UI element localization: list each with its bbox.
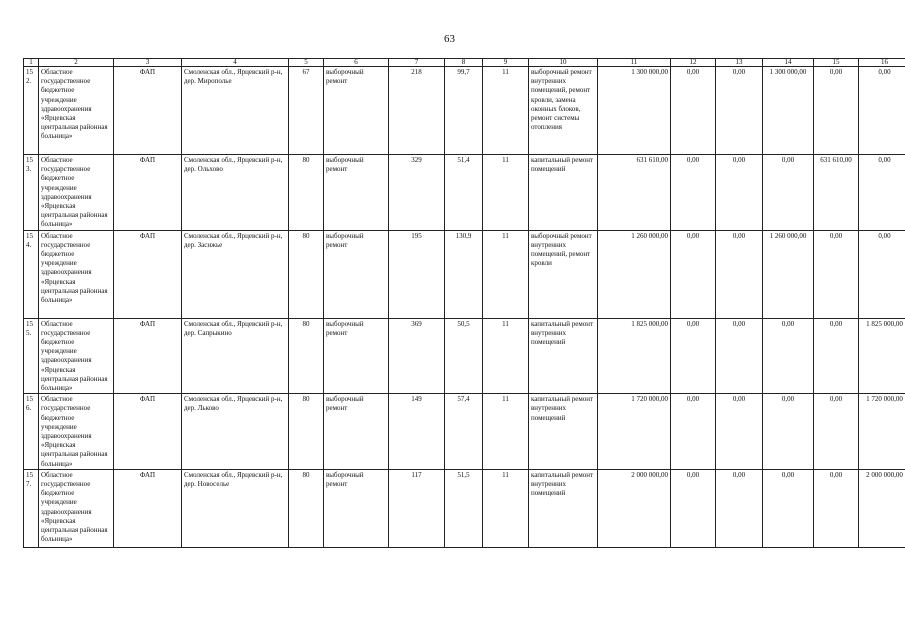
cell-col16: 0,00 — [859, 230, 905, 318]
cell-col8: 57,4 — [445, 394, 483, 470]
organization-cell: Областное государственное бюджетное учреждение здравоохранения «Ярцевская центральная районная больница» — [39, 67, 114, 155]
cell-col8: 50,5 — [445, 318, 483, 394]
address-cell: Смоленская обл., Ярцевский р-н, дер. Новоселье — [182, 469, 289, 547]
column-header: 13 — [716, 59, 763, 67]
column-header: 4 — [182, 59, 289, 67]
address-cell: Смоленская обл., Ярцевский р-н, дер. Мирополье — [182, 67, 289, 155]
cell-col14: 0,00 — [763, 394, 814, 470]
cell-col14: 1 260 000,00 — [763, 230, 814, 318]
row-number: 153. — [24, 155, 39, 231]
organization-cell: Областное государственное бюджетное учреждение здравоохранения «Ярцевская центральная районная больница» — [39, 155, 114, 231]
cell-col7: 117 — [389, 469, 445, 547]
cell-col14: 0,00 — [763, 318, 814, 394]
work-type-cell: выборочный ремонт — [324, 394, 389, 470]
address-cell: Смоленская обл., Ярцевский р-н, дер. Сапрыкино — [182, 318, 289, 394]
total-cost-cell: 2 000 000,00 — [598, 469, 671, 547]
cell-col5: 80 — [289, 318, 324, 394]
address-cell: Смоленская обл., Ярцевский р-н, дер. Засижье — [182, 230, 289, 318]
total-cost-cell: 1 300 000,00 — [598, 67, 671, 155]
facility-type-cell: ФАП — [114, 469, 182, 547]
cell-col12: 0,00 — [671, 230, 716, 318]
organization-cell: Областное государственное бюджетное учреждение здравоохранения «Ярцевская центральная районная больница» — [39, 394, 114, 470]
cell-col16: 0,00 — [859, 67, 905, 155]
cell-col7: 149 — [389, 394, 445, 470]
cell-col9: 11 — [483, 318, 529, 394]
cell-col9: 11 — [483, 469, 529, 547]
column-header: 5 — [289, 59, 324, 67]
organization-cell: Областное государственное бюджетное учреждение здравоохранения «Ярцевская центральная районная больница» — [39, 230, 114, 318]
table-row — [24, 318, 905, 394]
column-number-row — [24, 59, 905, 67]
column-header: 6 — [324, 59, 389, 67]
work-type-cell: выборочный ремонт — [324, 230, 389, 318]
work-type-cell: выборочный ремонт — [324, 155, 389, 231]
cell-col9: 11 — [483, 230, 529, 318]
work-type-cell: выборочный ремонт — [324, 469, 389, 547]
row-number: 155. — [24, 318, 39, 394]
work-description-cell: выборочный ремонт внутренних помещений, ремонт кровли — [529, 230, 598, 318]
work-description-cell: капитальный ремонт внутренних помещений — [529, 318, 598, 394]
cell-col15: 0,00 — [814, 67, 859, 155]
cell-col9: 11 — [483, 155, 529, 231]
work-type-cell: выборочный ремонт — [324, 67, 389, 155]
address-cell: Смоленская обл., Ярцевский р-н, дер. Льково — [182, 394, 289, 470]
cell-col14: 0,00 — [763, 155, 814, 231]
cell-col5: 80 — [289, 230, 324, 318]
cell-col9: 11 — [483, 394, 529, 470]
total-cost-cell: 1 260 000,00 — [598, 230, 671, 318]
table-row — [24, 469, 905, 547]
cell-col15: 631 610,00 — [814, 155, 859, 231]
column-header: 1 — [24, 59, 39, 67]
cell-col16: 1 720 000,00 — [859, 394, 905, 470]
total-cost-cell: 1 825 000,00 — [598, 318, 671, 394]
cell-col12: 0,00 — [671, 469, 716, 547]
facility-type-cell: ФАП — [114, 230, 182, 318]
table-row — [24, 155, 905, 231]
cell-col9: 11 — [483, 67, 529, 155]
cell-col8: 51,5 — [445, 469, 483, 547]
cell-col16: 0,00 — [859, 155, 905, 231]
cell-col14: 0,00 — [763, 469, 814, 547]
facility-type-cell: ФАП — [114, 67, 182, 155]
cell-col8: 51,4 — [445, 155, 483, 231]
column-header: 7 — [389, 59, 445, 67]
cell-col5: 80 — [289, 155, 324, 231]
facility-type-cell: ФАП — [114, 318, 182, 394]
cell-col16: 1 825 000,00 — [859, 318, 905, 394]
column-header: 11 — [598, 59, 671, 67]
cell-col5: 67 — [289, 67, 324, 155]
row-number: 154. — [24, 230, 39, 318]
cell-col15: 0,00 — [814, 394, 859, 470]
cell-col15: 0,00 — [814, 230, 859, 318]
page-number: 63 — [444, 33, 455, 45]
cell-col8: 99,7 — [445, 67, 483, 155]
cell-col13: 0,00 — [716, 67, 763, 155]
facility-type-cell: ФАП — [114, 394, 182, 470]
work-description-cell: капитальный ремонт помещений — [529, 155, 598, 231]
cell-col15: 0,00 — [814, 318, 859, 394]
table-row — [24, 230, 905, 318]
cell-col5: 80 — [289, 394, 324, 470]
address-cell: Смоленская обл., Ярцевский р-н, дер. Ольхово — [182, 155, 289, 231]
table-row — [24, 394, 905, 470]
cell-col13: 0,00 — [716, 230, 763, 318]
repair-table — [23, 58, 905, 548]
column-header: 14 — [763, 59, 814, 67]
organization-cell: Областное государственное бюджетное учреждение здравоохранения «Ярцевская центральная районная больница» — [39, 469, 114, 547]
cell-col16: 2 000 000,00 — [859, 469, 905, 547]
column-header: 2 — [39, 59, 114, 67]
cell-col7: 218 — [389, 67, 445, 155]
cell-col8: 130,9 — [445, 230, 483, 318]
column-header: 8 — [445, 59, 483, 67]
total-cost-cell: 631 610,00 — [598, 155, 671, 231]
column-header: 16 — [859, 59, 905, 67]
cell-col7: 329 — [389, 155, 445, 231]
column-header: 9 — [483, 59, 529, 67]
cell-col15: 0,00 — [814, 469, 859, 547]
cell-col13: 0,00 — [716, 394, 763, 470]
facility-type-cell: ФАП — [114, 155, 182, 231]
cell-col13: 0,00 — [716, 469, 763, 547]
cell-col12: 0,00 — [671, 394, 716, 470]
work-description-cell: выборочный ремонт внутренних помещений, ремонт кровли, замена оконных блоков, ремонт системы отопления — [529, 67, 598, 155]
work-description-cell: капитальный ремонт внутренних помещений — [529, 394, 598, 470]
cell-col13: 0,00 — [716, 318, 763, 394]
row-number: 157. — [24, 469, 39, 547]
row-number: 152. — [24, 67, 39, 155]
cell-col7: 195 — [389, 230, 445, 318]
cell-col14: 1 300 000,00 — [763, 67, 814, 155]
work-type-cell: выборочный ремонт — [324, 318, 389, 394]
column-header: 3 — [114, 59, 182, 67]
cell-col12: 0,00 — [671, 318, 716, 394]
cell-col7: 369 — [389, 318, 445, 394]
column-header: 15 — [814, 59, 859, 67]
column-header: 10 — [529, 59, 598, 67]
organization-cell: Областное государственное бюджетное учреждение здравоохранения «Ярцевская центральная районная больница» — [39, 318, 114, 394]
cell-col12: 0,00 — [671, 67, 716, 155]
row-number: 156. — [24, 394, 39, 470]
table-row — [24, 67, 905, 155]
cell-col5: 80 — [289, 469, 324, 547]
cell-col13: 0,00 — [716, 155, 763, 231]
cell-col12: 0,00 — [671, 155, 716, 231]
work-description-cell: капитальный ремонт внутренних помещений — [529, 469, 598, 547]
column-header: 12 — [671, 59, 716, 67]
total-cost-cell: 1 720 000,00 — [598, 394, 671, 470]
